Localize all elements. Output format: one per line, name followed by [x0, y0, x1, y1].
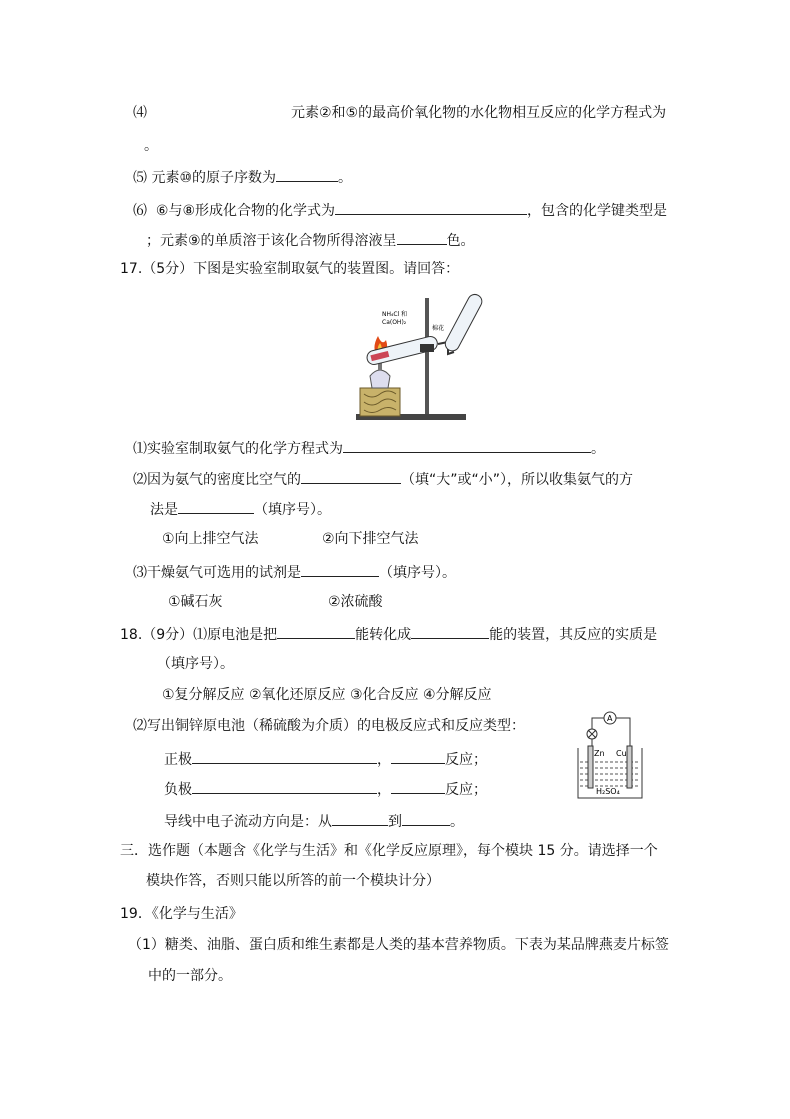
q19-p1b: 中的一部分。: [148, 968, 232, 984]
q18-flow-a: 导线中电子流动方向是：从: [164, 814, 332, 830]
sec3-line1: 三．选作题（本题含《化学与生活》和《化学反应原理》，每个模块 15 分。请选择一个: [120, 843, 658, 859]
q19-heading: 19．《化学与生活》: [120, 906, 243, 922]
q16-p6-line2b: 色。: [446, 233, 475, 249]
q17-s2b: （填“大”或“小”），所以收集氨气的方: [401, 472, 634, 488]
q17-option-3: ①碱石灰: [168, 594, 223, 610]
ammonia-apparatus-figure: [340, 288, 490, 424]
cu-label: Cu: [616, 749, 627, 758]
galvanic-cell-figure: [574, 706, 646, 802]
q18-flow-c: 。: [450, 814, 464, 830]
q16-p6-text2: ，包含的化学键类型是: [527, 203, 668, 219]
q17-s3: [133, 561, 456, 583]
q18-head-c: 能的装置，其反应的实质是: [489, 627, 658, 643]
q18-head-a: 18.（9分）⑴原电池是把: [120, 627, 278, 643]
q17-s3b: （填序号）。: [379, 565, 456, 581]
q16-p4-end: 。: [144, 138, 158, 154]
q16-p4-number: ⑷: [133, 105, 147, 121]
q18-head-b: 能转化成: [355, 627, 412, 643]
q18-options: ①复分解反应 ②氧化还原反应 ③化合反应 ④分解反应: [162, 687, 492, 703]
q17-option-4: ②浓硫酸: [328, 594, 383, 610]
ammeter-label: A: [607, 714, 613, 723]
q16-p5-number: ⑸: [133, 170, 147, 186]
q17-heading: 17.（5分）下图是实验室制取氨气的装置图。请回答：: [120, 261, 460, 277]
alcohol-lamp: [370, 370, 390, 388]
q16-p6-text: ⑥与⑧形成化合物的化学式为: [155, 203, 336, 219]
q17-s3-blank: [301, 561, 379, 577]
q18-neg-reaction: 反应；: [445, 782, 487, 798]
q16-p6-number: ⑹: [133, 203, 147, 219]
q18-line2: （填序号）。: [157, 656, 234, 672]
q17-option-2: ②向下排空气法: [322, 531, 419, 547]
q18-pos-label: 正极: [164, 752, 192, 768]
q18-heading: [120, 623, 657, 645]
q17-s3a: ⑶干燥氨气可选用的试剂是: [133, 565, 301, 581]
q17-s1-text: ⑴实验室制取氨气的化学方程式为: [133, 441, 343, 457]
q19-p1a: （1）糖类、油脂、蛋白质和维生素都是人类的基本营养物质。下表为某品牌燕麦片标签: [128, 937, 669, 953]
q18-pos-reaction: 反应；: [445, 752, 487, 768]
q18-electron-flow: [164, 810, 464, 832]
q18-pos-blank2: [391, 748, 445, 764]
fig-label-reagent1: NH₄Cl 和: [382, 311, 408, 318]
q17-s1-blank: [343, 437, 591, 453]
q18-pos-comma: ，: [377, 752, 391, 768]
sec3-line2: 模块作答，否则只能以所答的前一个模块计分）: [146, 873, 440, 889]
q18-negative: [164, 778, 487, 800]
q16-p5-blank: [276, 166, 338, 182]
q16-p6: [133, 199, 667, 221]
clamp: [420, 344, 434, 352]
q18-blank1: [277, 623, 355, 639]
collection-tube: [443, 292, 484, 353]
q18-positive: [164, 748, 487, 770]
q17-s2c: 法是: [150, 502, 178, 518]
q18-neg-label: 负极: [164, 782, 192, 798]
q18-blank2: [411, 623, 489, 639]
acid-label: H₂SO₄: [596, 787, 620, 796]
q16-p5: [133, 166, 352, 188]
q17-s1: [133, 437, 605, 459]
copper-electrode: [627, 746, 632, 788]
q17-s2-blank2: [178, 498, 254, 514]
q17-s2a: ⑵因为氨气的密度比空气的: [133, 472, 301, 488]
q16-p4-text: 元素②和⑤的最高价氧化物的水化物相互反应的化学方程式为: [291, 105, 667, 121]
q16-p6-blank1: [335, 199, 527, 215]
q16-p6-blank2: [397, 229, 447, 245]
q18-neg-comma: ，: [377, 782, 391, 798]
q17-s1-end: 。: [591, 441, 605, 457]
zn-label: Zn: [594, 749, 605, 758]
q18-neg-blank2: [391, 778, 445, 794]
q17-s2: [133, 468, 633, 490]
fig-label-cotton: 棉花: [432, 325, 445, 332]
fig-label-reagent2: Ca(OH)₂: [382, 319, 407, 326]
q18-flow-blank2: [402, 810, 450, 826]
q18-s2: ⑵写出铜锌原电池（稀硫酸为介质）的电极反应式和反应类型：: [133, 718, 525, 734]
q16-p5-end: 。: [338, 170, 353, 186]
q17-option-1: ①向上排空气法: [162, 531, 259, 547]
q16-p5-text: 元素⑩的原子序数为: [151, 170, 277, 186]
q17-s2-blank1: [301, 468, 401, 484]
q18-pos-blank1: [192, 748, 377, 764]
q18-flow-blank1: [332, 810, 388, 826]
zinc-electrode: [588, 746, 593, 788]
q18-flow-b: 到: [388, 814, 402, 830]
q18-neg-blank1: [192, 778, 377, 794]
q16-p6-line2a: ；元素⑨的单质溶于该化合物所得溶液呈: [146, 233, 397, 249]
q16-p6-line2: [146, 229, 475, 251]
q17-s2-line2: [150, 498, 331, 520]
stand-rod: [425, 298, 429, 416]
q17-s2d: （填序号）。: [254, 502, 331, 518]
